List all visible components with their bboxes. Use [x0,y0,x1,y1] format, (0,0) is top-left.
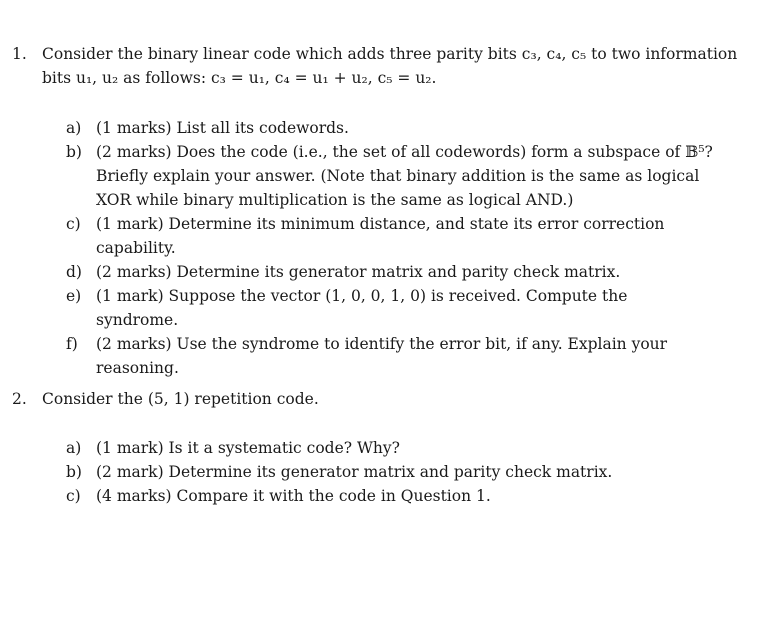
question-1-parts [54,116,714,380]
question-number: 1. [12,45,27,63]
part-e [54,284,714,332]
question-text [42,42,742,90]
part-label: e) [66,287,82,305]
part-label: b) [66,143,82,161]
part-label: d) [66,263,82,281]
part-text: (2 marks) Use the syndrome to identify the error bit, if any. Explain your reasoning. [96,335,668,377]
part-f [54,332,714,380]
part-label: c) [66,487,81,505]
question-text: Consider the (5, 1) repetition code. [42,390,319,408]
part-label: c) [66,215,81,233]
part-label: b) [66,463,82,481]
part-text: (4 marks) Compare it with the code in Question 1. [96,487,491,505]
question-text-line: Consider the binary linear code which adds three parity bits c₃, c₄, c₅ to two information [42,45,738,63]
part-text: (2 marks) Does the code (i.e., the set of all codewords) form a subspace of 𝔹⁵? Briefly explain your answer. (Note that binary addition is the same as logical XOR while binary multiplication is the same as logical AND.) [96,143,713,209]
part-text: (1 mark) Is it a systematic code? Why? [96,439,400,457]
part-a [54,116,714,140]
part-text: (2 marks) Determine its generator matrix and parity check matrix. [96,263,621,281]
part-c [54,484,714,508]
question-2 [12,387,742,411]
question-text-line: bits u₁, u₂ as follows: c₃ = u₁, c₄ = u₁ + u₂, c₅ = u₂. [42,69,437,87]
question-number: 2. [12,390,27,408]
part-b [54,140,714,212]
part-label: a) [66,119,82,137]
part-c [54,212,714,260]
part-label: a) [66,439,82,457]
part-text: (1 marks) List all its codewords. [96,119,349,137]
part-text: (1 mark) Determine its minimum distance, and state its error correction capability. [96,215,665,257]
part-text: (1 mark) Suppose the vector (1, 0, 0, 1, 0) is received. Compute the syndrome. [96,287,628,329]
part-d [54,260,714,284]
part-label: f) [66,335,78,353]
part-a [54,436,714,460]
part-b [54,460,714,484]
question-1 [12,42,742,90]
question-2-parts [54,436,714,508]
part-text: (2 mark) Determine its generator matrix and parity check matrix. [96,463,613,481]
